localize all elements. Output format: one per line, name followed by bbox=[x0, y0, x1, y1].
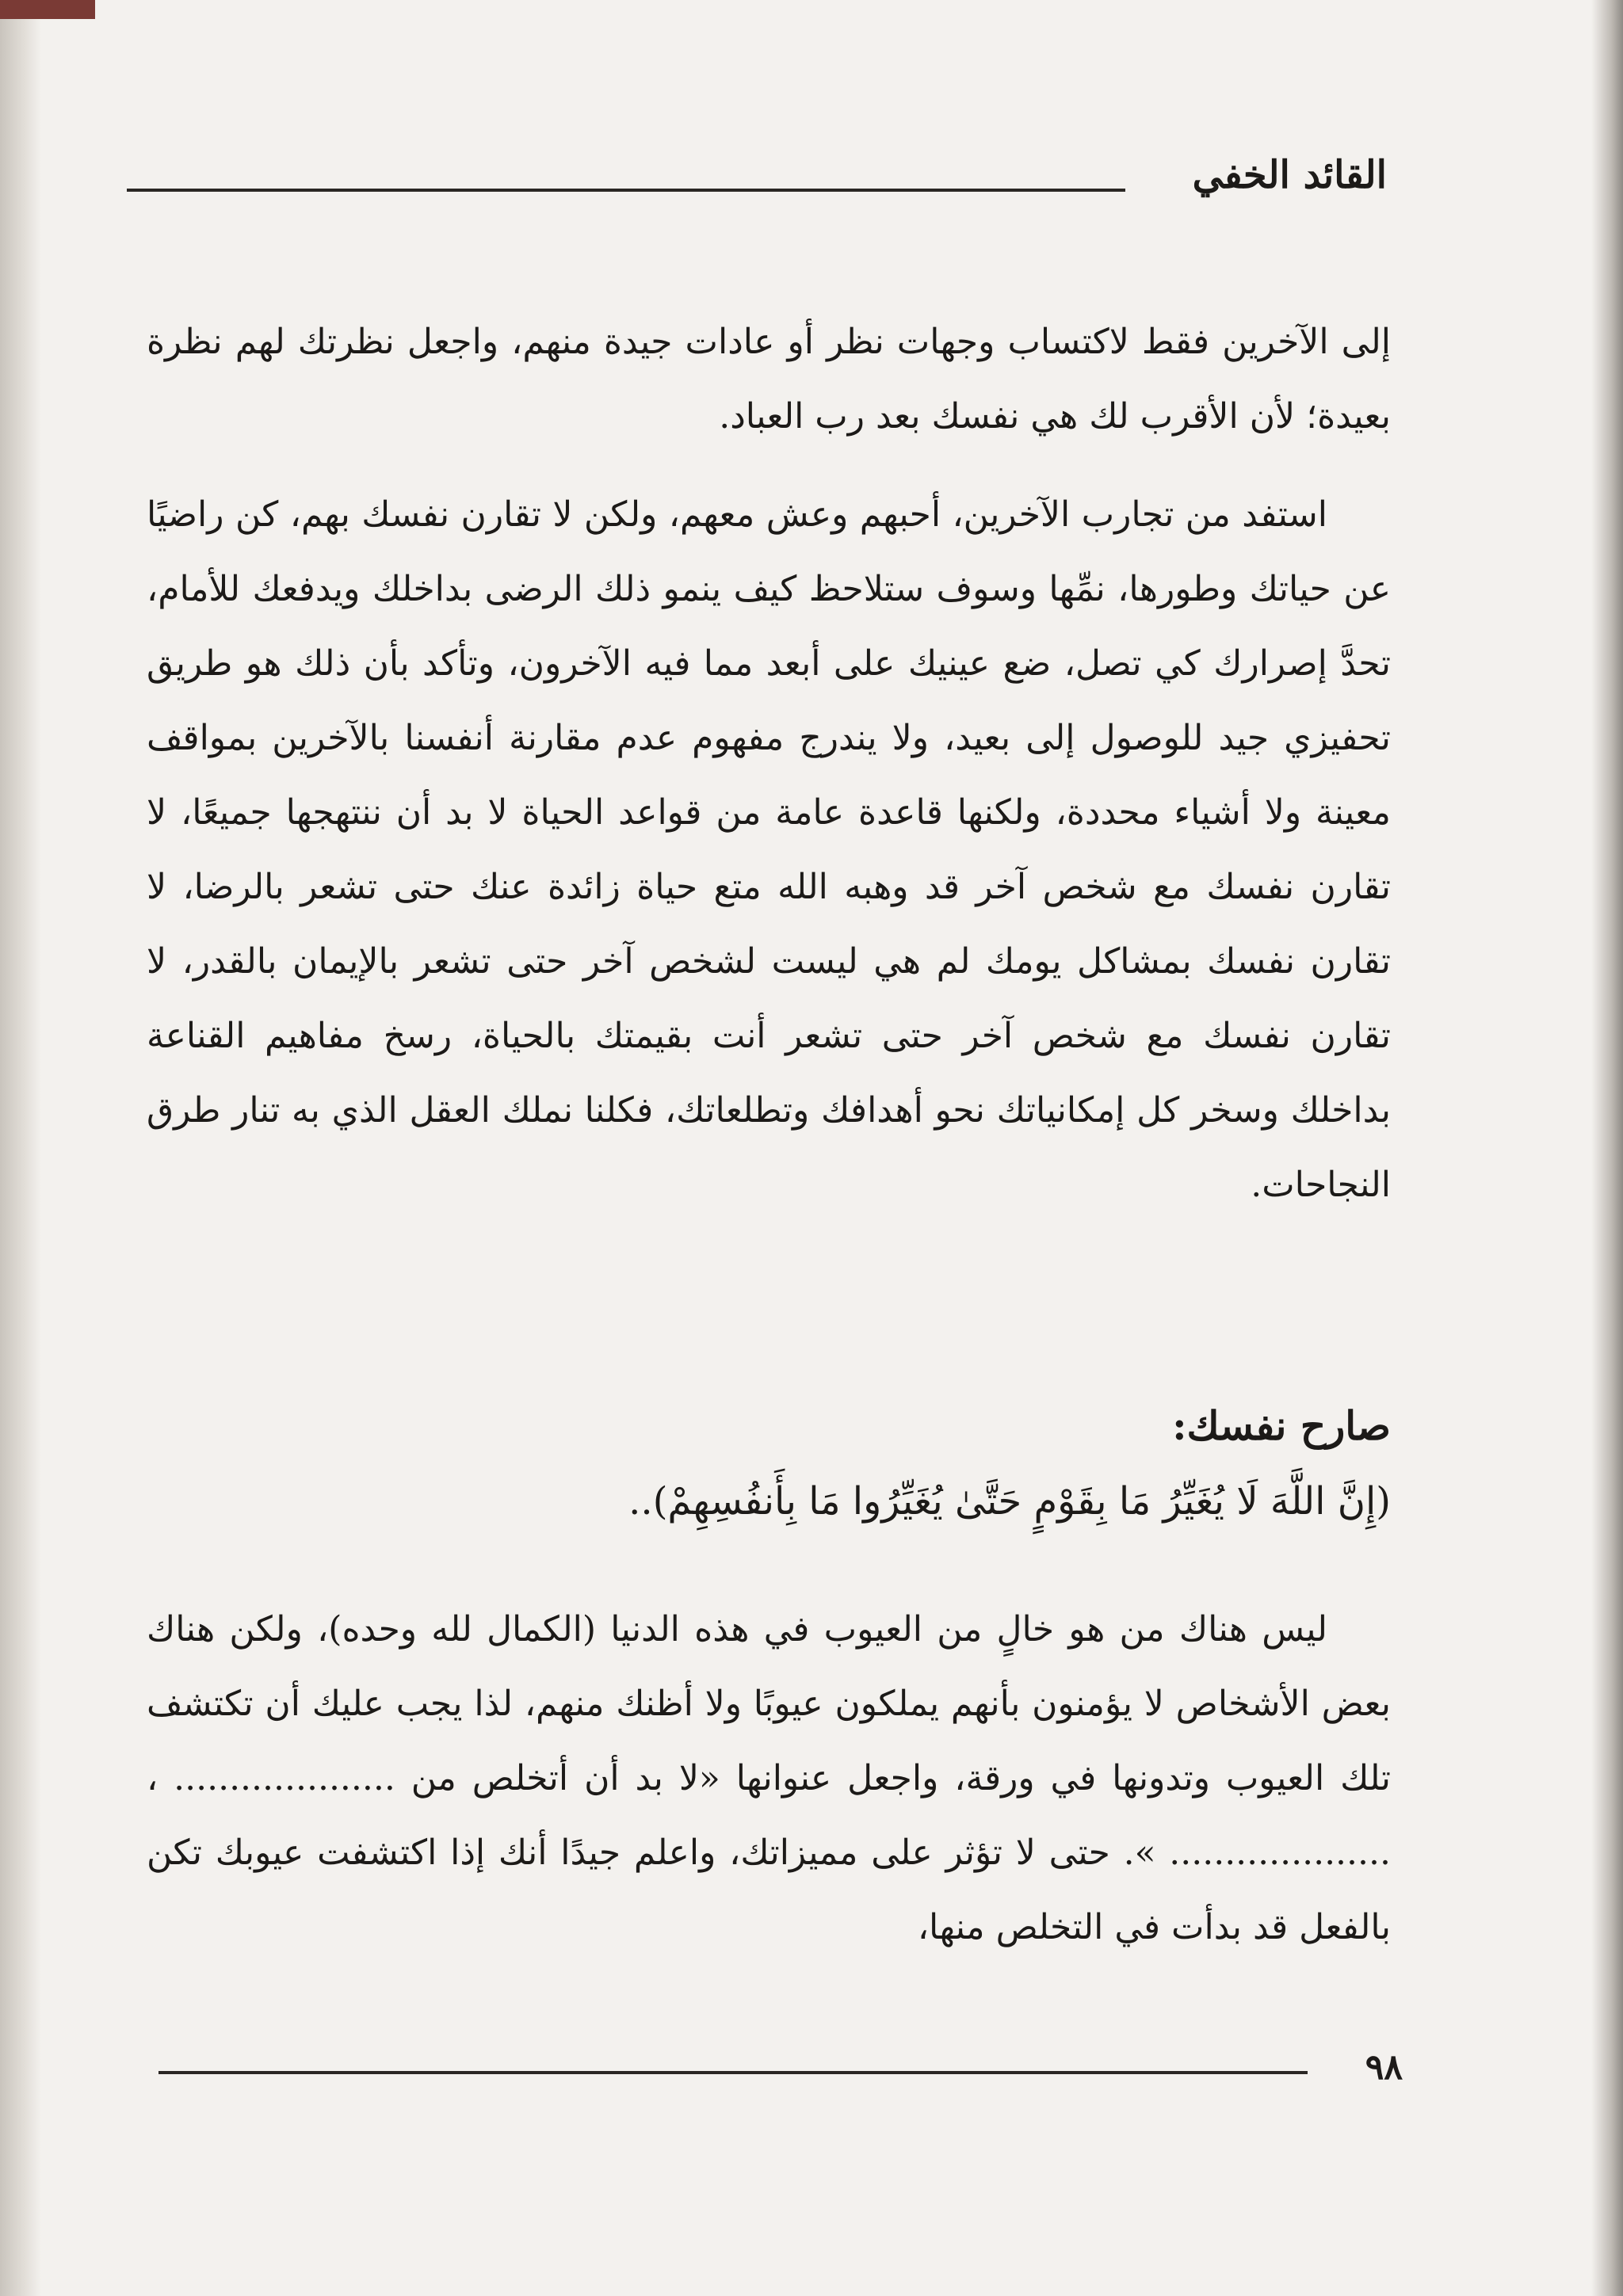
page-right-edge bbox=[1591, 0, 1623, 2296]
section-title: صارح نفسك: bbox=[1172, 1402, 1391, 1449]
cover-corner bbox=[0, 0, 95, 19]
page-number: ٩٨ bbox=[1365, 2047, 1403, 2088]
header-rule bbox=[127, 189, 1125, 192]
section-body bbox=[147, 1592, 1391, 1965]
main-text bbox=[147, 305, 1391, 1222]
page-header bbox=[127, 147, 1387, 203]
footer-rule bbox=[158, 2071, 1308, 2074]
quran-verse: (إِنَّ اللَّهَ لَا يُغَيِّرُ مَا بِقَوْمٍ حَتَّىٰ يُغَيِّرُوا مَا بِأَنفُسِهِمْ).. bbox=[628, 1479, 1391, 1524]
paragraph-3: ليس هناك من هو خالٍ من العيوب في هذه الدنيا (الكمال لله وحده)، ولكن هناك بعض الأشخاص لا يؤمنون بأنهم يملكون عيوبًا ولا أظنك منهم، لذا يجب عليك أن تكتشف تلك العيوب وتدونها في ورقة، واجعل عنوانها «لا بد أن أتخلص من .................... ، .................... ». حتى لا تؤثر على مميزاتك، واعلم جيدًا أنك إذا اكتشفت عيوبك تكن بالفعل قد بدأت في التخلص منها، bbox=[147, 1609, 1391, 1947]
paragraph-2: استفد من تجارب الآخرين، أحبهم وعش معهم، ولكن لا تقارن نفسك بهم، كن راضيًا عن حياتك وطورها، نمِّها وسوف ستلاحظ كيف ينمو ذلك الرضى بداخلك ويدفعك للأمام، تحدَّ إصرارك كي تصل، ضع عينيك على أبعد مما فيه الآخرون، وتأكد بأن ذلك هو طريق تحفيزي جيد للوصول إلى بعيد، ولا يندرج مفهوم عدم مقارنة أنفسنا بالآخرين بمواقف معينة ولا أشياء محددة، ولكنها قاعدة عامة من قواعد الحياة لا بد أن ننتهجها جميعًا، لا تقارن نفسك مع شخص آخر قد وهبه الله متع حياة زائدة عنك حتى تشعر بالرضا، لا تقارن نفسك بمشاكل يومك لم هي ليست لشخص آخر حتى تشعر بالإيمان بالقدر، لا تقارن نفسك مع شخص آخر حتى تشعر أنت بقيمتك بالحياة، رسخ مفاهيم القناعة بداخلك وسخر كل إمكانياتك نحو أهدافك وتطلعاتك، فكلنا نملك العقل الذي به تنار طرق النجاحات. bbox=[147, 494, 1391, 1205]
paragraph-1: إلى الآخرين فقط لاكتساب وجهات نظر أو عادات جيدة منهم، واجعل نظرتك لهم نظرة بعيدة؛ لأن الأقرب لك هي نفسك بعد رب العباد. bbox=[147, 322, 1391, 437]
running-title: القائد الخفي bbox=[1192, 153, 1387, 197]
page-footer bbox=[158, 2044, 1403, 2092]
page-left-edge bbox=[0, 0, 41, 2296]
